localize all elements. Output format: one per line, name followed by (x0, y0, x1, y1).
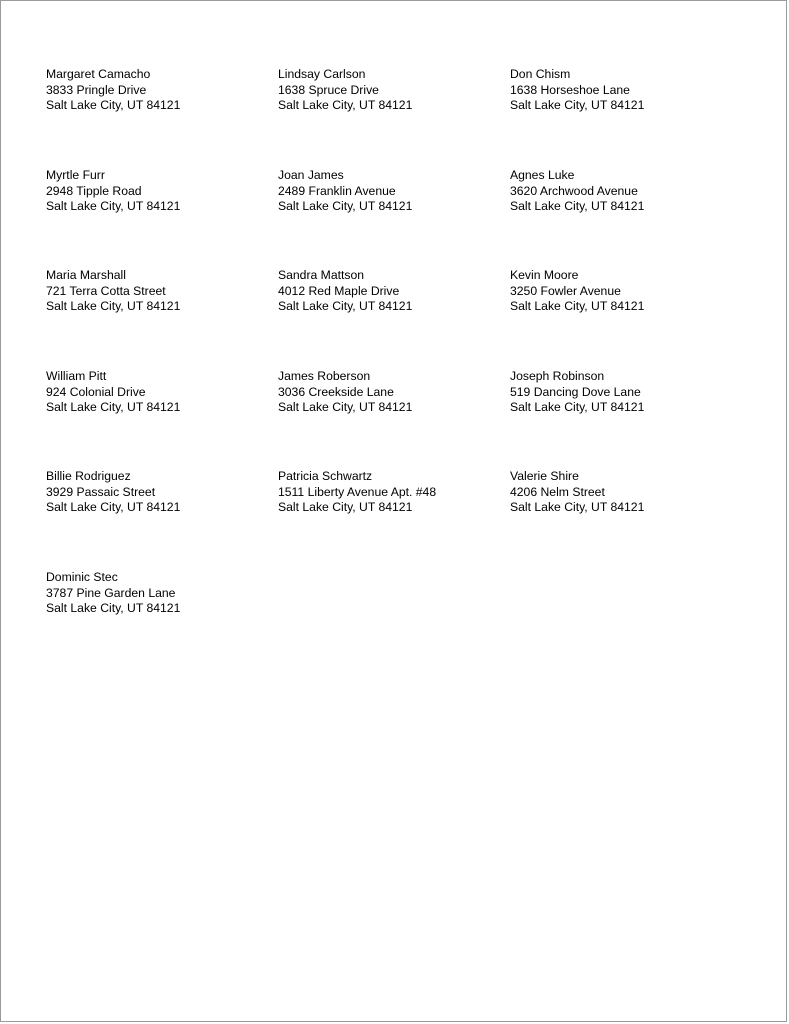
city-state-zip: Salt Lake City, UT 84121 (46, 500, 181, 514)
recipient-name: Patricia Schwartz (278, 469, 373, 483)
recipient-name: Myrtle Furr (46, 168, 105, 182)
recipient-name: Sandra Mattson (278, 268, 365, 282)
recipient-name: Dominic Stec (46, 570, 118, 584)
street-address: 4012 Red Maple Drive (278, 283, 400, 298)
recipient-name: Agnes Luke (510, 168, 575, 182)
city-state-zip: Salt Lake City, UT 84121 (46, 400, 181, 414)
recipient-name: Billie Rodriguez (46, 469, 131, 483)
address-label (278, 469, 504, 516)
street-address: 3787 Pine Garden Lane (46, 585, 176, 600)
street-address: 3250 Fowler Avenue (510, 283, 621, 298)
address-label (46, 369, 272, 416)
street-address: 3036 Creekside Lane (278, 384, 394, 399)
street-address: 721 Terra Cotta Street (46, 283, 166, 298)
address-label (46, 469, 272, 516)
street-address: 4206 Nelm Street (510, 484, 605, 499)
city-state-zip: Salt Lake City, UT 84121 (278, 299, 413, 313)
recipient-name: Lindsay Carlson (278, 67, 366, 81)
address-label (510, 369, 736, 416)
recipient-name: William Pitt (46, 369, 107, 383)
street-address: 3620 Archwood Avenue (510, 183, 638, 198)
recipient-name: Valerie Shire (510, 469, 579, 483)
address-label (278, 168, 504, 215)
address-label (278, 268, 504, 315)
city-state-zip: Salt Lake City, UT 84121 (46, 98, 181, 112)
street-address: 924 Colonial Drive (46, 384, 146, 399)
address-label (510, 469, 736, 516)
address-label (278, 67, 504, 114)
address-label (278, 369, 504, 416)
street-address: 519 Dancing Dove Lane (510, 384, 641, 399)
city-state-zip: Salt Lake City, UT 84121 (46, 199, 181, 213)
city-state-zip: Salt Lake City, UT 84121 (278, 98, 413, 112)
address-label (46, 570, 272, 617)
address-label (46, 268, 272, 315)
city-state-zip: Salt Lake City, UT 84121 (278, 400, 413, 414)
street-address: 1638 Spruce Drive (278, 82, 379, 97)
city-state-zip: Salt Lake City, UT 84121 (46, 299, 181, 313)
city-state-zip: Salt Lake City, UT 84121 (278, 500, 413, 514)
address-label (510, 268, 736, 315)
address-label (46, 67, 272, 114)
address-label (510, 168, 736, 215)
recipient-name: Margaret Camacho (46, 67, 151, 81)
address-label (510, 67, 736, 114)
street-address: 1511 Liberty Avenue Apt. #48 (278, 484, 437, 499)
street-address: 2489 Franklin Avenue (278, 183, 396, 198)
street-address: 3833 Pringle Drive (46, 82, 147, 97)
city-state-zip: Salt Lake City, UT 84121 (510, 400, 645, 414)
city-state-zip: Salt Lake City, UT 84121 (46, 601, 181, 615)
recipient-name: Joseph Robinson (510, 369, 605, 383)
street-address: 3929 Passaic Street (46, 484, 156, 499)
city-state-zip: Salt Lake City, UT 84121 (510, 98, 645, 112)
recipient-name: James Roberson (278, 369, 371, 383)
street-address: 2948 Tipple Road (46, 183, 142, 198)
recipient-name: Kevin Moore (510, 268, 579, 282)
city-state-zip: Salt Lake City, UT 84121 (510, 199, 645, 213)
street-address: 1638 Horseshoe Lane (510, 82, 630, 97)
address-label (46, 168, 272, 215)
recipient-name: Joan James (278, 168, 344, 182)
recipient-name: Maria Marshall (46, 268, 126, 282)
city-state-zip: Salt Lake City, UT 84121 (510, 500, 645, 514)
recipient-name: Don Chism (510, 67, 571, 81)
city-state-zip: Salt Lake City, UT 84121 (510, 299, 645, 313)
city-state-zip: Salt Lake City, UT 84121 (278, 199, 413, 213)
